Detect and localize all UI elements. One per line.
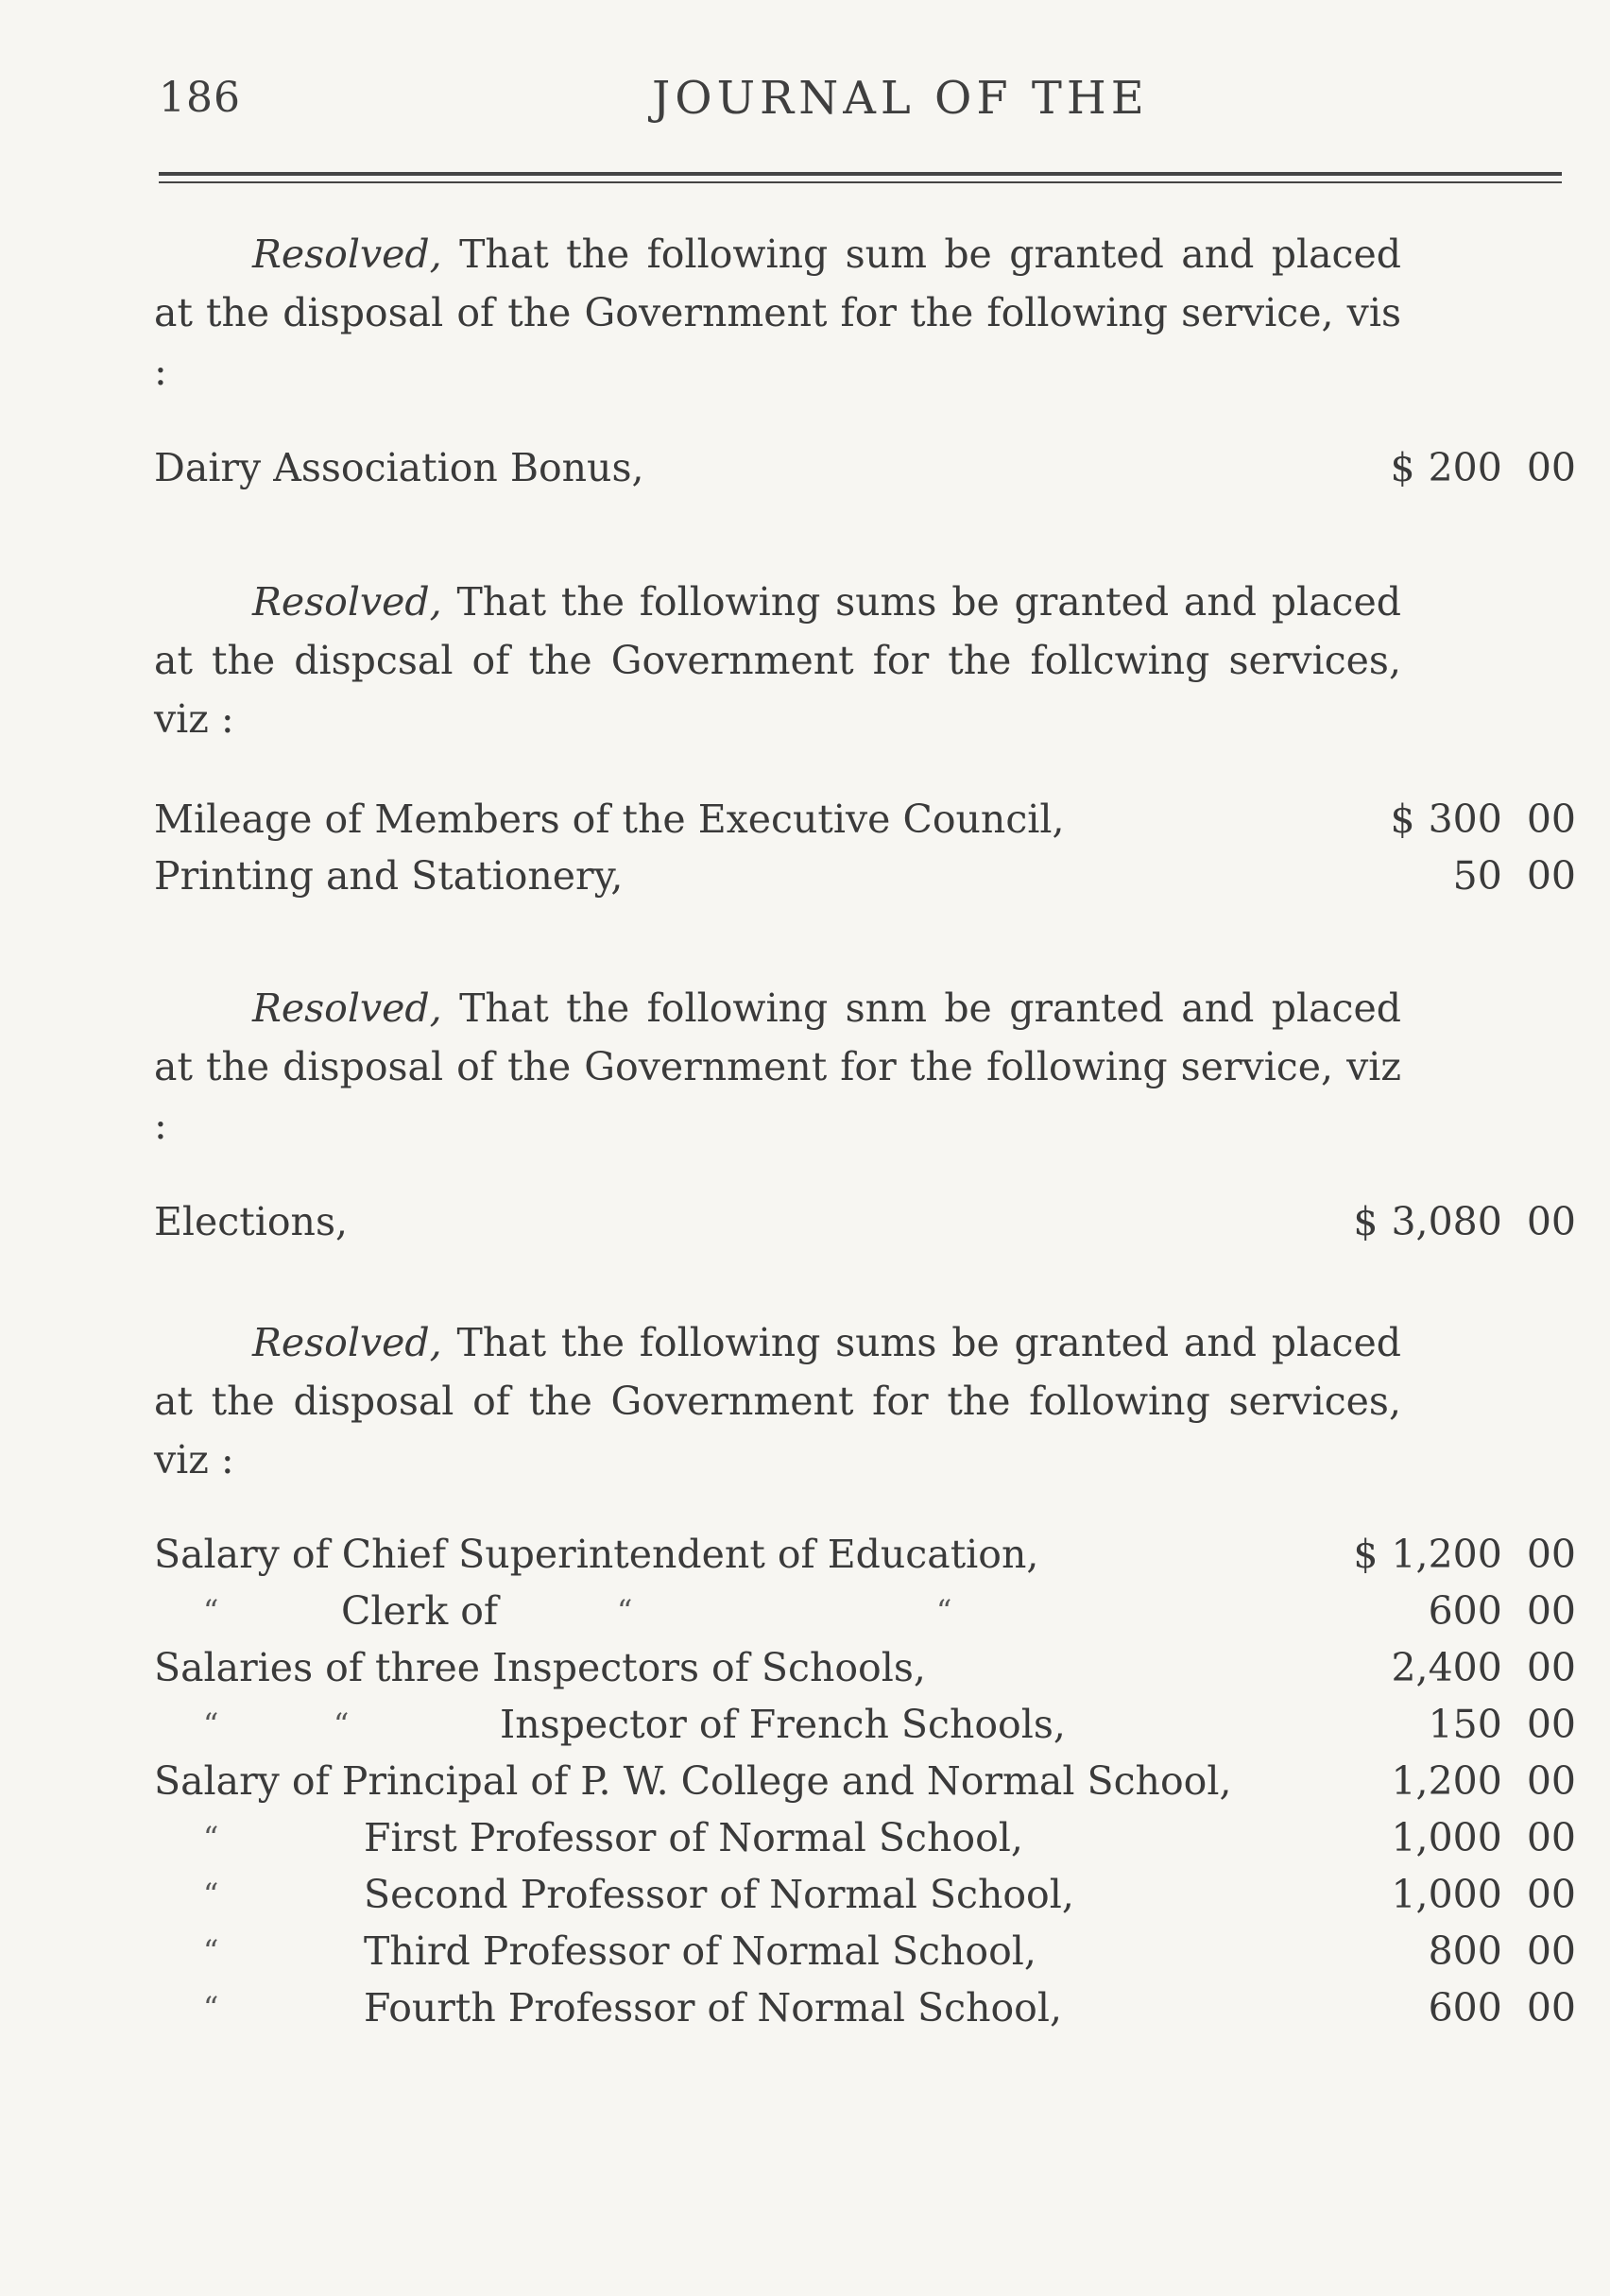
ditto-mark: “ xyxy=(936,1593,952,1629)
appropriation-label: First Professor of Normal School, xyxy=(364,1815,1023,1860)
appropriation-label: Elections, xyxy=(154,1199,349,1244)
appropriation-label: Fourth Professor of Normal School, xyxy=(364,1985,1063,2030)
appropriation-line xyxy=(154,847,1576,905)
appropriation-amount: $ 1,200 00 xyxy=(1353,1532,1576,1577)
ditto-mark: “ xyxy=(203,1876,219,1912)
header-rule-thick xyxy=(159,172,1562,176)
appropriation-label: Third Professor of Normal School, xyxy=(364,1928,1036,1974)
appropriation-label: Salary of Principal of P. W. College and Normal School, xyxy=(154,1758,1232,1804)
appropriation-line xyxy=(154,790,1576,848)
resolved-lead: Resolved, xyxy=(252,985,442,1031)
appropriation-line xyxy=(154,1525,1576,1584)
appropriation-amount: 1,000 00 xyxy=(1391,1872,1576,1917)
page-number: 186 xyxy=(159,74,241,122)
appropriation-line xyxy=(154,1582,1576,1640)
resolution-paragraph xyxy=(154,1313,1401,1489)
header-rule-thin xyxy=(159,181,1562,183)
resolution-text: That the following sum be granted and placed at the disposal of the Government for the following service, vis : xyxy=(154,231,1401,394)
appropriation-line xyxy=(154,1695,1576,1754)
appropriation-line xyxy=(154,1979,1576,2037)
ditto-mark: “ xyxy=(203,1593,219,1629)
ditto-mark: “ xyxy=(203,1990,219,2026)
resolution-text: That the following sums be granted and placed at the disposal of the Government for the following services, viz : xyxy=(154,1320,1401,1482)
appropriation-line xyxy=(154,1752,1576,1810)
appropriation-amount: 150 00 xyxy=(1428,1702,1576,1747)
appropriation-label: Inspector of French Schools, xyxy=(500,1702,1066,1747)
appropriation-label: Printing and Stationery, xyxy=(154,853,624,899)
appropriation-amount: 600 00 xyxy=(1428,1588,1576,1634)
appropriation-line xyxy=(154,438,1576,497)
appropriation-amount: 50 00 xyxy=(1452,853,1576,899)
appropriation-label: Salary of Chief Superintendent of Education, xyxy=(154,1532,1039,1577)
resolution-text: That the following snm be granted and placed at the disposal of the Government for the following service, viz : xyxy=(154,985,1401,1148)
resolution-paragraph xyxy=(154,979,1401,1155)
appropriation-amount: $ 300 00 xyxy=(1390,797,1576,842)
appropriation-line xyxy=(154,1808,1576,1867)
running-head: JOURNAL OF THE xyxy=(652,72,1149,125)
ditto-mark: “ xyxy=(203,1820,219,1856)
appropriation-line xyxy=(154,1192,1576,1251)
appropriation-amount: 2,400 00 xyxy=(1391,1645,1576,1690)
appropriation-line xyxy=(154,1865,1576,1924)
resolved-lead: Resolved, xyxy=(252,1320,442,1365)
ditto-mark: “ xyxy=(203,1706,219,1742)
appropriation-label: Dairy Association Bonus, xyxy=(154,445,644,490)
ditto-mark: “ xyxy=(617,1593,633,1629)
resolved-lead: Resolved, xyxy=(252,579,442,625)
appropriation-amount: 600 00 xyxy=(1428,1985,1576,2030)
appropriation-label: Second Professor of Normal School, xyxy=(364,1872,1074,1917)
appropriation-amount: 800 00 xyxy=(1428,1928,1576,1974)
appropriation-amount: $ 200 00 xyxy=(1390,445,1576,490)
appropriation-label: Mileage of Members of the Executive Council, xyxy=(154,797,1065,842)
appropriation-amount: $ 3,080 00 xyxy=(1353,1199,1576,1244)
appropriation-amount: 1,000 00 xyxy=(1391,1815,1576,1860)
appropriation-line xyxy=(154,1638,1576,1697)
ditto-mark: “ xyxy=(203,1933,219,1969)
resolution-paragraph xyxy=(154,573,1401,748)
appropriation-amount: 1,200 00 xyxy=(1391,1758,1576,1804)
appropriation-line xyxy=(154,1922,1576,1980)
resolution-text: That the following sums be granted and placed at the dispcsal of the Government for the follcwing services, viz : xyxy=(154,579,1401,742)
resolution-paragraph xyxy=(154,225,1401,401)
appropriation-label: Clerk of xyxy=(341,1588,499,1634)
appropriation-label: Salaries of three Inspectors of Schools, xyxy=(154,1645,926,1690)
resolved-lead: Resolved, xyxy=(252,231,442,277)
ditto-mark: “ xyxy=(334,1706,350,1742)
